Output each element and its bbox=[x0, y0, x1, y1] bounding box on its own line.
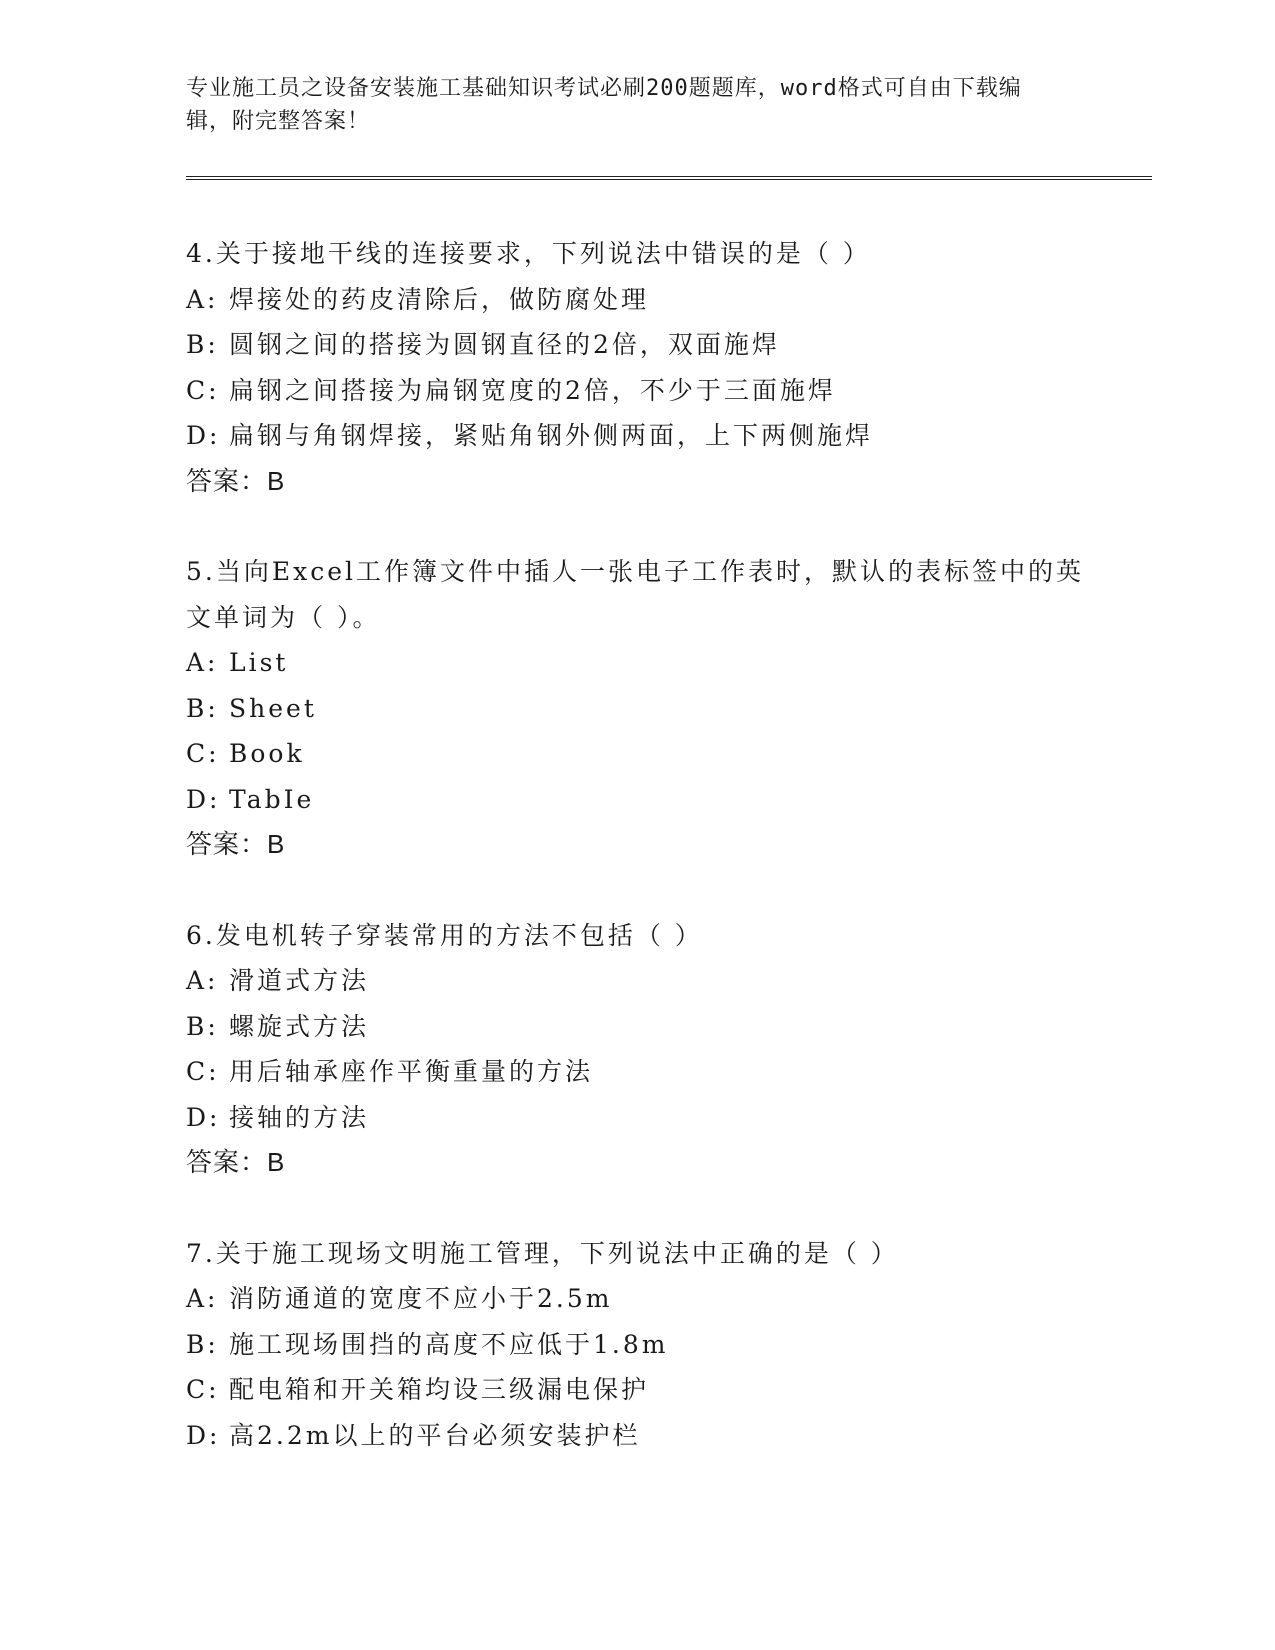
question-stem: 5.当向Excel工作簿文件中插人一张电子工作表时，默认的表标签中的英文单词为（ ）。 bbox=[186, 557, 1084, 632]
option-d bbox=[186, 1095, 1086, 1141]
option-letter: B: bbox=[186, 1011, 219, 1041]
option-text: 接轴的方法 bbox=[229, 1102, 370, 1132]
question-stem: 4.关于接地干线的连接要求，下列说法中错误的是（ ） bbox=[186, 239, 871, 268]
option-text: 消防通道的宽度不应小于2.5m bbox=[229, 1284, 613, 1313]
option-c bbox=[186, 368, 1086, 414]
document-header-title: 专业施工员之设备安装施工基础知识考试必刷200题题库，word格式可自由下载编辑，附完整答案！ bbox=[186, 76, 1022, 134]
option-c bbox=[186, 1049, 1086, 1095]
option-letter: A: bbox=[186, 284, 219, 314]
option-text: Sheet bbox=[229, 693, 317, 723]
option-text: 焊接处的药皮清除后，做防腐处理 bbox=[229, 284, 650, 314]
answer-line: 答案：B bbox=[186, 1147, 286, 1177]
option-letter: B: bbox=[186, 1329, 219, 1359]
option-text: Book bbox=[229, 739, 305, 768]
option-b bbox=[186, 686, 1086, 732]
option-d bbox=[186, 1413, 1086, 1459]
option-letter: A: bbox=[186, 1284, 219, 1313]
option-letter: B: bbox=[186, 330, 219, 359]
option-d bbox=[186, 777, 1086, 823]
option-text: 螺旋式方法 bbox=[229, 1011, 370, 1041]
option-text: 用后轴承座作平衡重量的方法 bbox=[229, 1057, 594, 1086]
question-4 bbox=[186, 231, 1086, 504]
answer-line: 答案：B bbox=[186, 829, 286, 859]
option-letter: D: bbox=[186, 784, 221, 814]
option-text: 扁钢与角钢焊接，紧贴角钢外侧两面，上下两侧施焊 bbox=[229, 421, 874, 450]
option-b bbox=[186, 1322, 1086, 1368]
question-list bbox=[186, 231, 1086, 1503]
option-letter: C: bbox=[186, 1375, 220, 1404]
option-b bbox=[186, 322, 1086, 368]
option-d bbox=[186, 413, 1086, 459]
option-text: 配电箱和开关箱均设三级漏电保护 bbox=[229, 1375, 650, 1404]
option-letter: D: bbox=[186, 421, 221, 450]
option-text: 施工现场围挡的高度不应低于1.8m bbox=[229, 1329, 669, 1359]
question-5 bbox=[186, 549, 1086, 868]
option-text: TabIe bbox=[229, 784, 315, 814]
option-letter: D: bbox=[186, 1102, 221, 1132]
option-text: List bbox=[229, 648, 289, 677]
option-c bbox=[186, 1367, 1086, 1413]
header-divider bbox=[186, 176, 1152, 180]
option-text: 滑道式方法 bbox=[229, 966, 370, 995]
option-letter: C: bbox=[186, 739, 220, 768]
option-a bbox=[186, 277, 1086, 323]
option-a bbox=[186, 640, 1086, 686]
option-text: 圆钢之间的搭接为圆钢直径的2倍，双面施焊 bbox=[229, 330, 780, 359]
option-letter: D: bbox=[186, 1420, 221, 1450]
question-stem: 7.关于施工现场文明施工管理，下列说法中正确的是（ ） bbox=[186, 1238, 899, 1268]
option-text: 扁钢之间搭接为扁钢宽度的2倍，不少于三面施焊 bbox=[229, 375, 836, 405]
option-letter: A: bbox=[186, 648, 219, 677]
question-6 bbox=[186, 913, 1086, 1186]
option-letter: C: bbox=[186, 1057, 220, 1086]
option-letter: A: bbox=[186, 966, 219, 995]
option-c bbox=[186, 731, 1086, 777]
question-7 bbox=[186, 1231, 1086, 1459]
question-stem: 6.发电机转子穿装常用的方法不包括（ ） bbox=[186, 920, 703, 950]
option-letter: C: bbox=[186, 375, 220, 405]
option-text: 高2.2m以上的平台必须安装护栏 bbox=[229, 1420, 641, 1450]
option-a bbox=[186, 958, 1086, 1004]
option-b bbox=[186, 1004, 1086, 1050]
option-letter: B: bbox=[186, 693, 219, 723]
answer-line: 答案：B bbox=[186, 465, 286, 496]
option-a bbox=[186, 1276, 1086, 1322]
